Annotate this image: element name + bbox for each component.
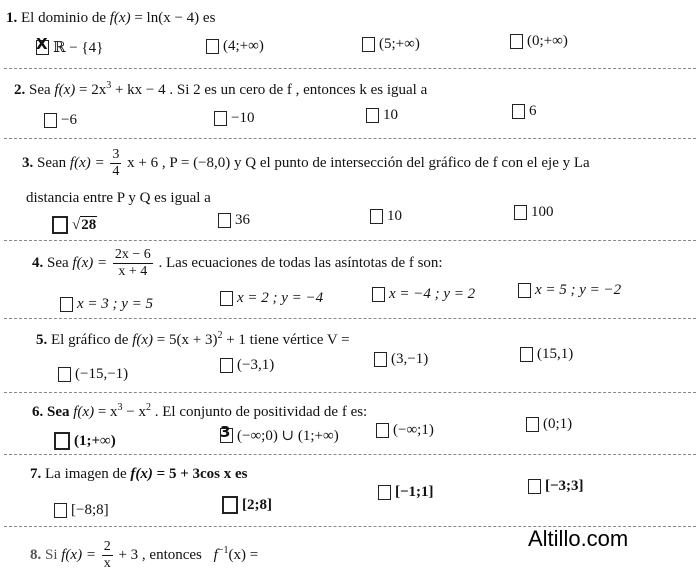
- question-text: x + 6 , P = (−8,0) y Q el punto de intersección del gráfico de f con el eje y La: [127, 154, 590, 171]
- exponent: 2: [146, 402, 152, 413]
- option-4c[interactable]: [372, 286, 475, 303]
- denominator: x + 4: [118, 264, 148, 279]
- question-5: [36, 330, 350, 349]
- fraction: [102, 540, 113, 571]
- option-label: [−1;1]: [395, 484, 434, 500]
- option-4b[interactable]: [220, 290, 323, 307]
- option-label: (1;+∞): [74, 432, 116, 449]
- question-text: + 1 tiene vértice V =: [226, 332, 350, 348]
- checkbox[interactable]: [220, 423, 233, 443]
- question-text: El gráfico de: [51, 332, 129, 348]
- option-label: −10: [231, 110, 255, 126]
- divider: [4, 454, 696, 455]
- option-7a[interactable]: [54, 502, 109, 519]
- option-label: (3,−1): [391, 351, 429, 367]
- option-5b[interactable]: [220, 357, 274, 374]
- exponent: −1: [217, 544, 229, 556]
- option-7c[interactable]: [378, 484, 434, 501]
- question-2: [14, 80, 427, 99]
- option-2b[interactable]: [214, 110, 254, 127]
- question-text: + kx − 4 . Si 2 es un cero de f , entonces k es igual a: [114, 82, 428, 98]
- question-text: . El conjunto de positividad de f es:: [154, 404, 368, 420]
- option-label: [−8;8]: [71, 502, 109, 518]
- question-text: Sea: [29, 82, 51, 98]
- question-text: = x: [97, 404, 118, 420]
- option-label: ℝ − {4}: [53, 40, 104, 56]
- checkbox[interactable]: [528, 479, 541, 494]
- numerator: 2x − 6: [114, 247, 151, 262]
- question-number: 3.: [22, 154, 34, 171]
- option-label: x = 5 ; y = −2: [535, 282, 622, 298]
- option-2c[interactable]: [366, 107, 398, 124]
- question-text: distancia entre P y Q es igual a: [26, 190, 211, 206]
- checkbox[interactable]: [58, 367, 71, 382]
- watermark: Altillo.com: [528, 526, 629, 551]
- exponent: 3: [106, 80, 112, 91]
- option-5c[interactable]: [374, 351, 428, 368]
- denominator: 4: [112, 164, 120, 179]
- option-label: (4;+∞): [223, 38, 264, 54]
- checkbox[interactable]: [362, 37, 375, 52]
- sqrt-expression: √ 28: [72, 216, 97, 233]
- checkbox[interactable]: [206, 39, 219, 54]
- divider: [4, 138, 696, 139]
- function-label: f(x): [73, 404, 95, 420]
- option-label: (−15,−1): [75, 366, 129, 382]
- checkbox[interactable]: [220, 291, 233, 306]
- option-label: (5;+∞): [379, 36, 420, 52]
- checkbox[interactable]: [366, 108, 379, 123]
- exponent: 2: [217, 330, 223, 341]
- function-label: f(x) =: [61, 546, 96, 563]
- option-label: 28: [81, 217, 97, 233]
- checkbox[interactable]: [54, 503, 67, 518]
- question-text: (x) =: [228, 546, 259, 563]
- exponent: 3: [117, 402, 123, 413]
- checkbox[interactable]: [376, 423, 389, 438]
- function-label: f(x): [132, 332, 154, 348]
- option-3d[interactable]: [514, 204, 554, 221]
- option-2d[interactable]: [512, 103, 537, 120]
- option-label: 6: [529, 103, 537, 119]
- option-2a[interactable]: [44, 112, 77, 129]
- option-label: −6: [61, 112, 77, 128]
- option-label: (−3,1): [237, 357, 275, 373]
- checkbox[interactable]: [218, 213, 231, 228]
- question-3: [22, 148, 590, 179]
- function-label: f(x): [109, 10, 131, 26]
- function-label: f(x): [130, 466, 153, 482]
- question-8: [30, 540, 258, 571]
- function-label: f(x): [54, 82, 76, 98]
- option-label: [−3;3]: [545, 478, 584, 494]
- option-6a[interactable]: [54, 432, 116, 450]
- option-6b[interactable]: [220, 423, 339, 445]
- question-number: 1.: [6, 10, 18, 26]
- question-text: = 2x: [79, 82, 107, 98]
- question-number: 6.: [32, 404, 44, 420]
- check-mark: 3: [220, 423, 231, 441]
- question-number: 2.: [14, 82, 26, 98]
- checkbox[interactable]: [518, 283, 531, 298]
- option-1d[interactable]: [510, 33, 568, 50]
- divider: [4, 68, 696, 69]
- question-text: = 5(x + 3): [156, 332, 218, 348]
- checkbox[interactable]: [370, 209, 383, 224]
- checkbox[interactable]: [44, 113, 57, 128]
- option-label: 36: [235, 212, 250, 228]
- denominator: x: [103, 556, 111, 571]
- option-5d[interactable]: [520, 346, 573, 363]
- option-4d[interactable]: [518, 282, 621, 299]
- option-label: (15,1): [537, 346, 574, 362]
- check-mark: X: [36, 35, 48, 53]
- question-number: 7.: [30, 466, 42, 482]
- question-text: Sea: [47, 254, 69, 271]
- question-6: [32, 402, 367, 421]
- question-number: 8.: [30, 546, 42, 563]
- divider: [4, 240, 696, 241]
- checkbox[interactable]: [514, 205, 527, 220]
- question-text: La imagen de: [45, 466, 127, 482]
- option-label: x = 3 ; y = 5: [77, 296, 154, 312]
- checkbox[interactable]: [36, 35, 49, 55]
- option-1a[interactable]: [36, 35, 104, 57]
- question-text: Si: [45, 546, 58, 563]
- checkbox[interactable]: [372, 287, 385, 302]
- option-5a[interactable]: [58, 366, 128, 383]
- function-label: f: [213, 546, 218, 563]
- question-number: 5.: [36, 332, 48, 348]
- option-6d[interactable]: [526, 416, 572, 433]
- fraction: [113, 248, 153, 279]
- question-text: . Las ecuaciones de todas las asíntotas de f son:: [158, 254, 443, 271]
- question-7: [30, 466, 247, 483]
- question-text: − x: [126, 404, 147, 420]
- fraction: [110, 148, 121, 179]
- option-label: (0;+∞): [527, 33, 568, 49]
- numerator: 2: [103, 539, 111, 554]
- function-label: f(x) =: [69, 154, 105, 171]
- question-number: 4.: [32, 254, 44, 271]
- question-text: = ln(x − 4) es: [134, 10, 216, 26]
- checkbox[interactable]: [378, 485, 391, 500]
- option-label: [2;8]: [242, 496, 272, 513]
- option-label: 10: [383, 107, 398, 123]
- checkbox[interactable]: [526, 417, 539, 432]
- checkbox[interactable]: [52, 216, 68, 234]
- option-3a[interactable]: [52, 216, 97, 234]
- option-label: 100: [531, 204, 554, 220]
- question-1: [6, 10, 215, 27]
- divider: [4, 318, 696, 319]
- checkbox[interactable]: [520, 347, 533, 362]
- question-text: + 3 , entonces: [118, 546, 202, 563]
- checkbox[interactable]: [54, 432, 70, 450]
- option-7b[interactable]: [222, 496, 272, 514]
- option-label: (−∞;1): [393, 422, 434, 438]
- numerator: 3: [112, 147, 120, 162]
- option-1b[interactable]: [206, 38, 264, 55]
- question-text: = 5 + 3cos x es: [156, 466, 248, 482]
- checkbox[interactable]: [512, 104, 525, 119]
- question-3-line2: [26, 190, 211, 207]
- checkbox[interactable]: [374, 352, 387, 367]
- function-label: f(x) =: [72, 254, 108, 271]
- option-label: x = 2 ; y = −4: [237, 290, 324, 306]
- option-label: x = −4 ; y = 2: [389, 286, 476, 302]
- checkbox[interactable]: [222, 496, 238, 514]
- checkbox[interactable]: [220, 358, 233, 373]
- question-4: [32, 248, 443, 279]
- checkbox[interactable]: [60, 297, 73, 312]
- option-6c[interactable]: [376, 422, 434, 439]
- option-4a[interactable]: [60, 296, 153, 313]
- checkbox[interactable]: [214, 111, 227, 126]
- option-1c[interactable]: [362, 36, 420, 53]
- question-text: Sea: [47, 404, 70, 420]
- option-3c[interactable]: [370, 208, 402, 225]
- divider: [4, 392, 696, 393]
- option-label: (0;1): [543, 416, 573, 432]
- option-7d[interactable]: [528, 478, 584, 495]
- question-text: Sean: [37, 154, 67, 171]
- option-3b[interactable]: [218, 212, 250, 229]
- option-label: (−∞;0) ∪ (1;+∞): [237, 428, 339, 444]
- option-label: 10: [387, 208, 402, 224]
- checkbox[interactable]: [510, 34, 523, 49]
- question-text: El dominio de: [21, 10, 106, 26]
